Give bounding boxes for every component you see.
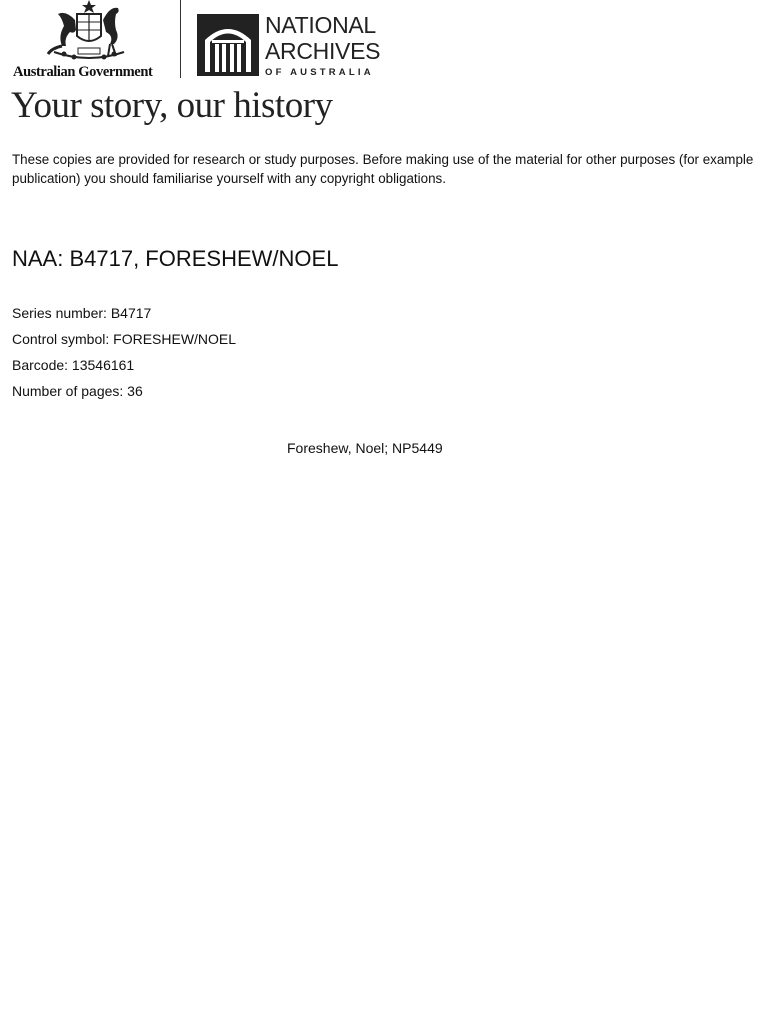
series-number: Series number: B4717	[12, 305, 152, 321]
copyright-notice: These copies are provided for research or study purposes. Before making use of the material for other purposes (for example publication) you should familiarise yourself with any copyright obligations.	[12, 152, 754, 186]
coat-of-arms-icon	[44, 0, 134, 62]
archives-name-line2: ARCHIVES	[265, 38, 381, 64]
page-header	[0, 0, 770, 126]
record-metadata	[12, 303, 236, 407]
archives-building-icon	[197, 14, 259, 76]
archives-name-line3: OF AUSTRALIA	[265, 67, 374, 78]
page-count: Number of pages: 36	[12, 383, 143, 399]
archives-name-line1: NATIONAL	[265, 12, 376, 38]
header-divider	[180, 0, 181, 78]
control-symbol: Control symbol: FORESHEW/NOEL	[12, 331, 237, 347]
item-title: Foreshew, Noel; NP5449	[287, 440, 443, 456]
barcode: Barcode: 13546161	[12, 357, 135, 373]
record-title: NAA: B4717, FORESHEW/NOEL	[12, 246, 339, 271]
tagline: Your story, our history	[11, 85, 333, 126]
government-name: Australian Government	[13, 64, 153, 80]
